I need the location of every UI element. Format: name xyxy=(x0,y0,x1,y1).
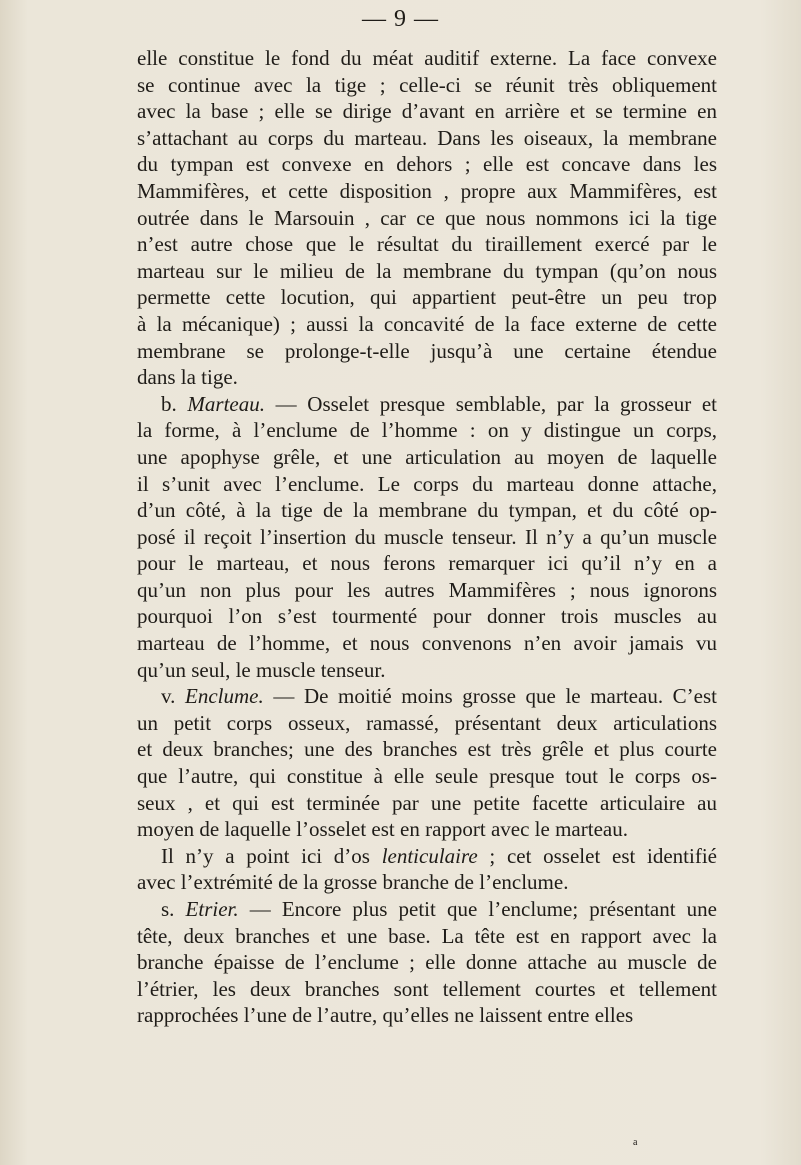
lenticulaire-line xyxy=(137,843,717,870)
text-line: posé il reçoit l’insertion du muscle tenseur. Il n’y a qu’un muscle xyxy=(137,524,717,549)
enclume-term: Enclume. xyxy=(185,684,264,709)
text-line: seux , et qui est terminée par une petite facette articulaire au xyxy=(137,790,717,815)
etrier-term: Etrier. xyxy=(185,897,239,921)
text-line: s’attachant au corps du marteau. Dans les oiseaux, la membrane xyxy=(137,125,717,150)
marteau-section-heading-line xyxy=(137,391,717,418)
text-line: un petit corps osseux, ramassé, présentant deux articulations xyxy=(137,710,717,735)
text-line: du tympan est convexe en dehors ; elle est concave dans les xyxy=(137,152,717,177)
text-line: qu’un seul, le muscle tenseur. xyxy=(137,657,386,682)
etrier-label: s. xyxy=(161,897,175,921)
text-line: dans la tige. xyxy=(137,365,238,390)
enclume-intro: — De moitié moins grosse que le marteau. C’est xyxy=(273,684,718,709)
text-line: Mammifères, et cette disposition , propre aux Mammifères, est xyxy=(137,178,717,203)
lenticulaire-term: lenticulaire xyxy=(381,843,478,868)
text-line: tête, deux branches et une base. La tête est en rapport avec la xyxy=(137,923,717,948)
text-line: elle constitue le fond du méat auditif externe. La face convexe xyxy=(137,46,717,70)
text-line: il s’unit avec l’enclume. Le corps du marteau donne attache, xyxy=(137,471,717,496)
text-line: la forme, à l’enclume de l’homme : on y distingue un corps, xyxy=(137,418,717,443)
text-line: pourquoi l’on s’est tourmenté pour donner trois muscles au xyxy=(137,604,717,629)
text-line: l’étrier, les deux branches sont tellement courtes et tellement xyxy=(137,976,717,1001)
text-line: marteau de l’homme, et nous convenons n’en avoir jamais vu xyxy=(137,631,717,656)
lenticulaire-before: Il n’y a point ici d’os xyxy=(161,843,370,868)
page-number: — 9 — xyxy=(362,6,439,32)
text-line: branche épaisse de l’enclume ; elle donne attache au muscle de xyxy=(137,950,717,975)
text-line: qu’un non plus pour les autres Mammifères ; nous ignorons xyxy=(137,577,717,602)
text-line: à la mécanique) ; aussi la concavité de la face externe de cette xyxy=(137,311,717,336)
marteau-term: Marteau. xyxy=(187,391,265,416)
enclume-label: v. xyxy=(161,684,176,709)
text-line: se continue avec la tige ; celle-ci se réunit très obliquement xyxy=(137,72,717,97)
text-line: pour le marteau, et nous ferons remarquer ici qu’il n’y en a xyxy=(137,551,717,576)
text-line: d’un côté, à la tige de la membrane du tympan, et du côté op- xyxy=(137,498,717,523)
lenticulaire-after: ; cet osselet est identifié xyxy=(489,843,717,868)
text-line: n’est autre chose que le résultat du tiraillement exercé par le xyxy=(137,232,717,257)
text-line: avec l’extrémité de la grosse branche de l’enclume. xyxy=(137,870,569,895)
marteau-intro: — Osselet presque semblable, par la grosseur et xyxy=(275,391,718,416)
text-line: une apophyse grêle, et une articulation au moyen de laquelle xyxy=(137,444,717,469)
marteau-label: b. xyxy=(161,391,177,416)
text-line: avec la base ; elle se dirige d’avant en arrière et se termine en xyxy=(137,99,717,124)
etrier-intro: — Encore plus petit que l’enclume; présentant une xyxy=(249,897,718,921)
text-line: outrée dans le Marsouin , car ce que nous nommons ici la tige xyxy=(137,205,717,230)
page-text xyxy=(137,45,717,1029)
text-line: moyen de laquelle l’osselet est en rapport avec le marteau. xyxy=(137,817,628,842)
text-line: que l’autre, qui constitue à elle seule presque tout le corps os- xyxy=(137,764,717,789)
text-line: et deux branches; une des branches est très grêle et plus courte xyxy=(137,737,717,762)
text-line: membrane se prolonge-t-elle jusqu’à une certaine étendue xyxy=(137,338,717,363)
text-line: rapprochées l’une de l’autre, qu’elles ne laissent entre elles xyxy=(137,1003,634,1028)
text-line: permette cette locution, qui appartient peut-être un peu trop xyxy=(137,285,717,310)
enclume-section-heading-line xyxy=(137,683,717,710)
printer-signature: a xyxy=(633,1137,638,1148)
text-line: marteau sur le milieu de la membrane du tympan (qu’on nous xyxy=(137,258,717,283)
etrier-section-heading-line xyxy=(137,896,717,923)
